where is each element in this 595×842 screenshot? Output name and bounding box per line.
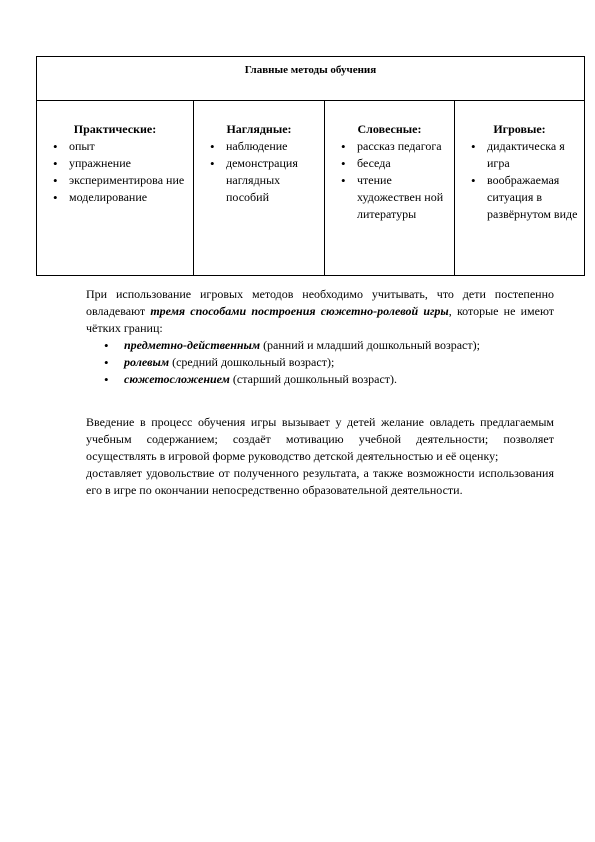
list-item: • дидактическа я игра (455, 138, 584, 172)
list-item: • воображаемая ситуация в развёрнутом виде (455, 172, 584, 223)
bullet-text: (старший дошкольный возраст). (229, 372, 398, 386)
column-visual (194, 101, 325, 276)
list-item (86, 354, 554, 371)
list-item: • беседа (325, 155, 454, 172)
list-item: • демонстрация наглядных пособий (194, 155, 324, 206)
list-item: • экспериментирова ние (37, 172, 193, 189)
list-item (86, 371, 554, 388)
bullet-term: ролевым (124, 355, 170, 369)
game-benefits-section (86, 414, 554, 499)
column-practical (37, 101, 194, 276)
bullet-text: (ранний и младший дошкольный возраст); (260, 338, 480, 352)
column-heading: Игровые: (493, 122, 546, 136)
column-list (455, 138, 584, 223)
paragraph-text: , которые не имеют чётких границ: (86, 304, 554, 335)
list-item: • моделирование (37, 189, 193, 206)
column-heading: Наглядные: (226, 122, 292, 136)
intro-paragraph (86, 286, 554, 337)
column-list (325, 138, 454, 223)
list-item: • опыт (37, 138, 193, 155)
list-item: • наблюдение (194, 138, 324, 155)
methods-table (36, 56, 585, 276)
list-item: • упражнение (37, 155, 193, 172)
paragraph-text: При использование игровых методов необходимо учитывать, что дети постепенно овладевают (86, 287, 554, 318)
bullet-term: предметно-действенным (124, 338, 261, 352)
game-methods-section (86, 286, 554, 388)
methods-bullet-list (86, 337, 554, 388)
bullet-text: (средний дошкольный возраст); (169, 355, 335, 369)
list-item (86, 337, 554, 354)
column-heading: Практические: (73, 122, 157, 136)
benefits-paragraph: Введение в процесс обучения игры вызывает у детей желание овладеть предлагаемым учебным содержанием; создаёт мотивацию учебной деятельности; позволяет осуществлять в игровой форме руководство детской деятельностью и её оценку; (86, 415, 554, 463)
list-item: • рассказ педагога (325, 138, 454, 155)
emphasis-text: тремя способами построения сюжетно-ролевой игры (150, 304, 449, 318)
column-verbal (325, 101, 455, 276)
bullet-term: сюжетосложением (124, 372, 230, 386)
benefits-paragraph: доставляет удовольствие от полученного результата, а также возможности использования его в игре по окончании непосредственно образовательной деятельности. (86, 466, 554, 497)
column-game (455, 101, 585, 276)
list-item: • чтение художествен ной литературы (325, 172, 454, 223)
table-title: Главные методы обучения (37, 57, 585, 101)
column-list (194, 138, 324, 206)
column-list (37, 138, 193, 206)
column-heading: Словесные: (357, 122, 422, 136)
